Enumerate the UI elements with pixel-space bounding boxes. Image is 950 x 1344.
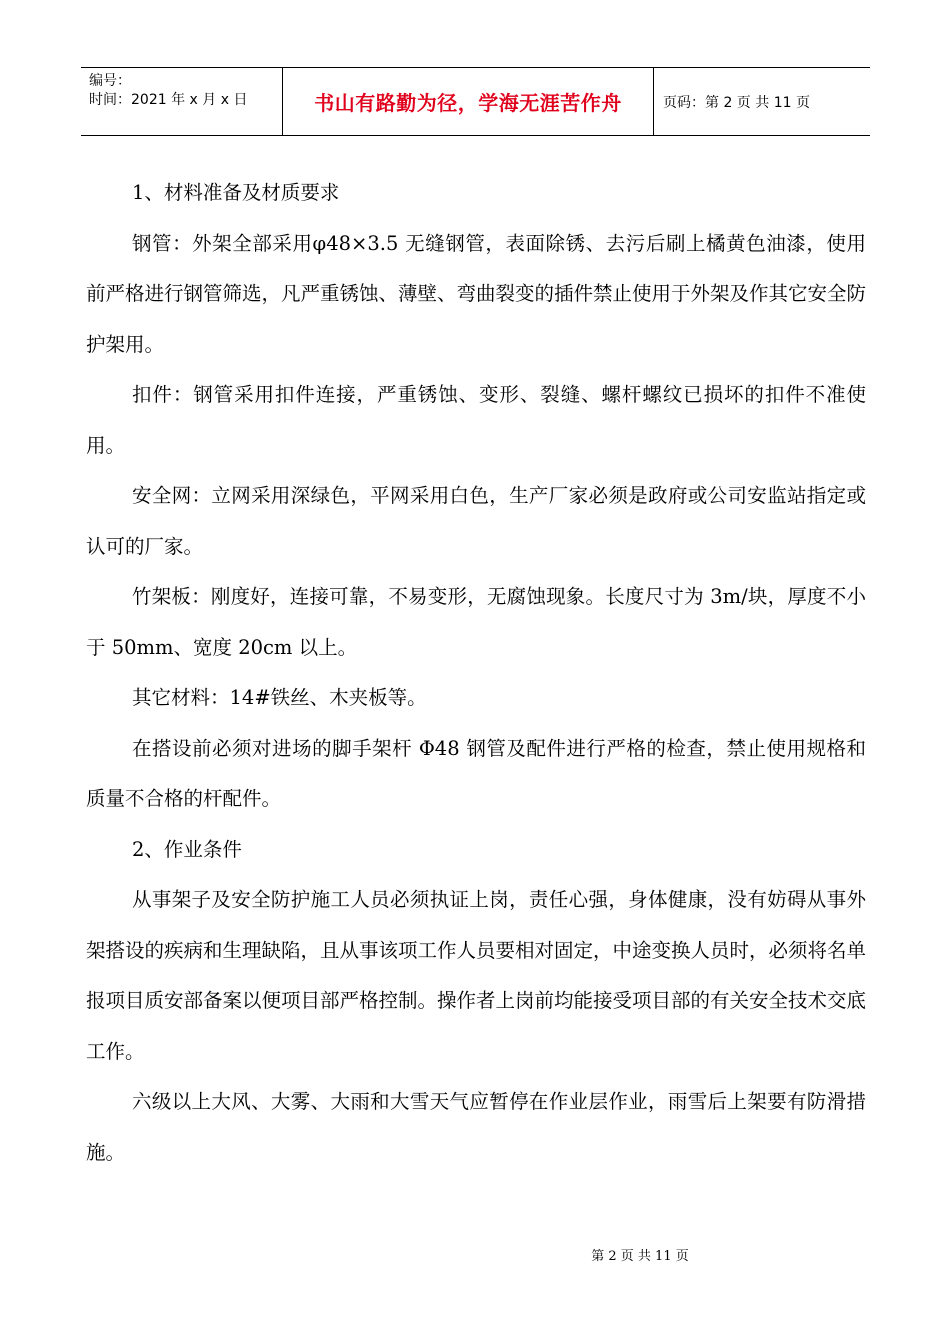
section-heading-materials: 1、材料准备及材质要求 — [132, 181, 340, 204]
date-label: 时间：2021 年 x 月 x 日 — [89, 92, 248, 108]
document-body — [86, 168, 866, 1178]
header-meta — [81, 68, 282, 135]
section-heading-conditions: 2、作业条件 — [132, 837, 242, 861]
paragraph-steel-pipe: 钢管：外架全部采用φ48×3.5 无缝钢管，表面除锈、去污后刷上橘黄色油漆，使用前严格进行钢管筛选，凡严重锈蚀、薄壁、弯曲裂变的插件禁止使用于外架及作其它安全防护架用。 — [86, 231, 867, 356]
paragraph-personnel: 从事架子及安全防护施工人员必须执证上岗，责任心强，身体健康，没有妨碍从事外架搭设的疾病和生理缺陷，且从事该项工作人员要相对固定，中途变换人员时，必须将名单报项目质安部备案以便项目部严格控制。操作者上岗前均能接受项目部的有关安全技术交底工作。 — [86, 888, 867, 1063]
paragraph-inspection: 在搭设前必须对进场的脚手架杆 Φ48 钢管及配件进行严格的检查，禁止使用规格和质量不合格的杆配件。 — [86, 736, 866, 810]
page-header — [81, 67, 870, 136]
page-footer: 第 2 页 共 11 页 — [591, 1249, 689, 1264]
serial-number-label: 编号： — [89, 73, 131, 89]
paragraph-safety-net: 安全网：立网采用深绿色，平网采用白色，生产厂家必须是政府或公司安监站指定或认可的厂家。 — [86, 484, 866, 558]
header-motto-cell — [282, 68, 654, 135]
header-page-info: 页码：第 2 页 共 11 页 — [663, 94, 810, 111]
paragraph-weather: 六级以上大风、大雾、大雨和大雪天气应暂停在作业层作业，雨雪后上架要有防滑措施。 — [86, 1090, 866, 1164]
paragraph-other-materials: 其它材料：14#铁丝、木夹板等。 — [132, 686, 427, 709]
paragraph-bamboo-board: 竹架板：刚度好，连接可靠，不易变形，无腐蚀现象。长度尺寸为 3m/块，厚度不小于 50mm、宽度 20cm 以上。 — [86, 585, 866, 659]
header-motto: 书山有路勤为径，学海无涯苦作舟 — [314, 91, 622, 115]
paragraph-fasteners: 扣件：钢管采用扣件连接，严重锈蚀、变形、裂缝、螺杆螺纹已损坏的扣件不准使用。 — [86, 383, 866, 457]
